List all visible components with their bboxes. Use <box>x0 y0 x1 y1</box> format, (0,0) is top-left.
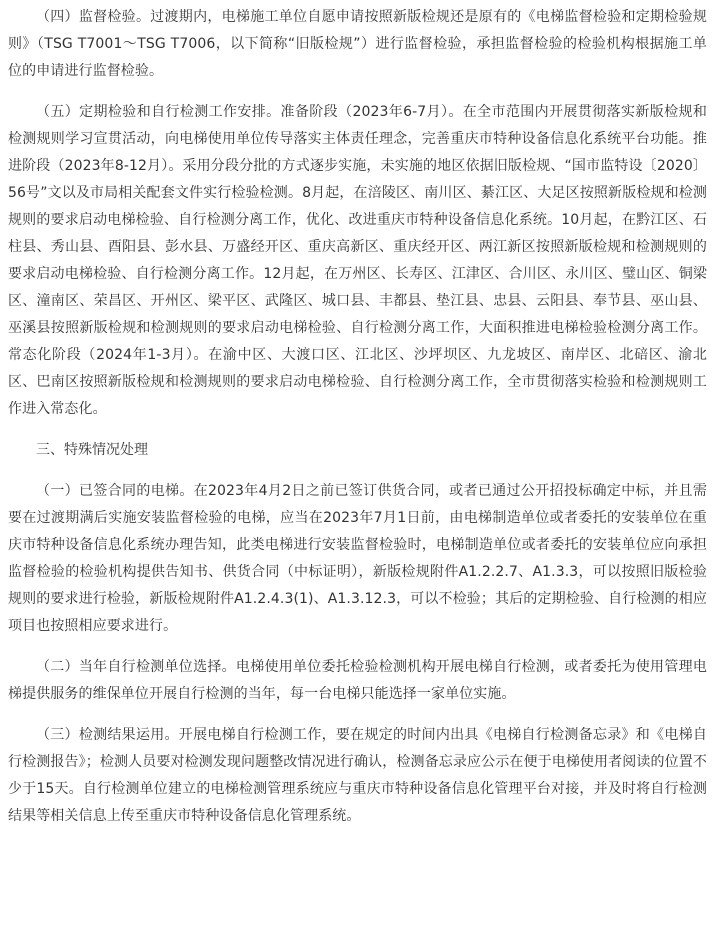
paragraph-test-result-usage: （三）检测结果运用。开展电梯自行检测工作，要在规定的时间内出具《电梯自行检测备忘录》和《电梯自行检测报告》；检测人员要对检测发现问题整改情况进行确认，检测备忘录应公示在便于电梯使用者阅读的位置不少于15天。自行检测单位建立的电梯检测管理系统应与重庆市特种设备信息化管理平台对接，并及时将自行检测结果等相关信息上传至重庆市特种设备信息化管理系统。 <box>8 727 707 824</box>
paragraph-supervision-inspection: （四）监督检验。过渡期内，电梯施工单位自愿申请按照新版检规还是原有的《电梯监督检验和定期检验规则》（TSG T7001～TSG T7006，以下简称“旧版检规”）进行监督检验，承担监督检验的检验机构根据施工单位的申请进行监督检验。 <box>8 9 707 79</box>
paragraph-signed-contracts: （一）已签合同的电梯。在2023年4月2日之前已签订供货合同，或者已通过公开招投标确定中标，并且需要在过渡期满后实施安装监督检验的电梯，应当在2023年7月1日前，由电梯制造单位或者委托的安装单位在重庆市特种设备信息化系统办理告知，此类电梯进行安装监督检验时，电梯制造单位或者委托的安装单位应向承担监督检验的检验机构提供告知书、供货合同（中标证明），新版检规附件A1.2.2.7、A1.3.3，可以按照旧版检验规则的要求进行检验，新版检规附件A1.2.4.3(1)、A1.3.12.3，可以不检验；其后的定期检验、自行检测的相应项目也按照相应要求进行。 <box>8 483 707 634</box>
section-heading-special-cases: 三、特殊情况处理 <box>36 442 148 458</box>
paragraph-periodic-inspection-schedule: （五）定期检验和自行检测工作安排。准备阶段（2023年6-7月）。在全市范围内开展贯彻落实新版检规和检测规则学习宣贯活动，向电梯使用单位传导落实主体责任理念，完善重庆市特种设备信息化系统平台功能。推进阶段（2023年8-12月）。采用分段分批的方式逐步实施，未实施的地区依据旧版检规、“国市监特设〔2020〕56号”文以及市局相关配套文件实行检验检测。8月起，在涪陵区、南川区、綦江区、大足区按照新版检规和检测规则的要求启动电梯检验、自行检测分离工作，优化、改进重庆市特种设备信息化系统。10月起，在黔江区、石柱县、秀山县、酉阳县、彭水县、万盛经开区、重庆高新区、重庆经开区、两江新区按照新版检规和检测规则的要求启动电梯检验、自行检测分离工作。12月起，在万州区、长寿区、江津区、合川区、永川区、璧山区、铜梁区、潼南区、荣昌区、开州区、梁平区、武隆区、城口县、丰都县、垫江县、忠县、云阳县、奉节县、巫山县、巫溪县按照新版检规和检测规则的要求启动电梯检验、自行检测分离工作，大面积推进电梯检验检测分离工作。常态化阶段（2024年1-3月）。在渝中区、大渡口区、江北区、沙坪坝区、九龙坡区、南岸区、北碚区、渝北区、巴南区按照新版检规和检测规则的要求启动电梯检验、自行检测分离工作，全市贯彻落实检验和检测规则工作进入常态化。 <box>8 104 707 417</box>
paragraph-self-test-unit-selection: （二）当年自行检测单位选择。电梯使用单位委托检验检测机构开展电梯自行检测，或者委托为使用管理电梯提供服务的维保单位开展自行检测的当年，每一台电梯只能选择一家单位实施。 <box>8 659 707 702</box>
